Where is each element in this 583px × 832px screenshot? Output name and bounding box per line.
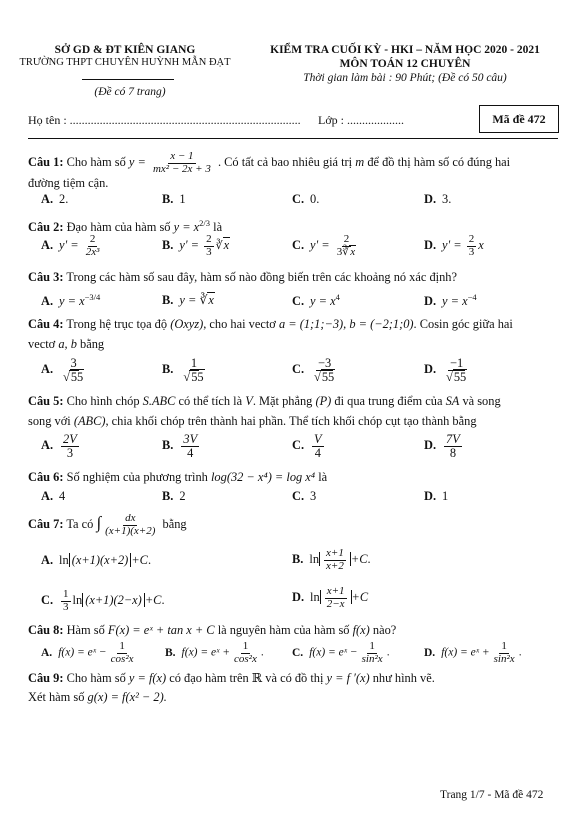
q1-option-d[interactable]: D. 3. <box>424 192 452 206</box>
q2-option-a[interactable]: A. y' = $\frac{2}{\text{2x³}}$ <box>41 233 100 258</box>
question-7: Câu 7: Ta có ∫ $\frac{dx}{(x+1)(x+2)}$ bằng <box>28 512 187 537</box>
dept-name: SỞ GD & ĐT KIÊN GIANG <box>54 44 196 56</box>
question-3: Câu 3: Trong các hàm số sau đây, hàm số nào đồng biến trên các khoảng nó xác định? <box>28 270 458 284</box>
question-8: Câu 8: Hàm số F(x) = eˣ + tan x + C là nguyên hàm của hàm số f(x) nào? <box>28 623 397 637</box>
q7-option-d[interactable]: D. ln $\frac{x+1}{2-x}$ +C <box>292 585 369 610</box>
q2-option-b[interactable]: B. y' = $\frac{2}{3}$ ∛x <box>162 233 230 258</box>
q8-option-d[interactable]: D. f(x) = eˣ + $\frac{1}{\text{sin²x}}$ . <box>424 640 522 665</box>
question-1-line2: đường tiệm cận. <box>28 176 109 190</box>
school-name: TRƯỜNG THPT CHUYÊN HUỲNH MẪN ĐẠT <box>19 57 231 68</box>
q4-option-d[interactable]: D. $\frac{-1}{√55}$ <box>424 356 467 385</box>
q4-option-a[interactable]: A. $\frac{3}{√55}$ <box>41 356 84 385</box>
q8-option-b[interactable]: B. f(x) = eˣ + $\frac{1}{\text{cos²x}}$ . <box>165 640 264 665</box>
name-field: Họ tên : ............................................................................. <box>28 113 301 127</box>
question-9: Câu 9: Cho hàm số y = f(x) có đạo hàm trên ℝ và có đồ thị y = f ′(x) như hình vẽ. <box>28 671 435 685</box>
q8-option-a[interactable]: A. f(x) = eˣ − $\frac{1}{\text{cos²x}}$ <box>41 640 134 665</box>
question-4: Câu 4: Trong hệ trục tọa độ (Oxyz), cho hai vectơ a = (1;1;−3), b = (−2;1;0). Cosin góc giữa hai <box>28 317 513 331</box>
q1-option-a[interactable]: A. 2. <box>41 192 69 206</box>
q5-option-b[interactable]: B. $\frac{3V}{4}$ <box>162 432 198 461</box>
q3-option-a[interactable]: A. $y = x^{-3/4}$ <box>41 292 101 308</box>
q1-option-b[interactable]: B. 1 <box>162 192 186 206</box>
question-6: Câu 6: Số nghiệm của phương trình log(32 − x⁴) = log x⁴ là <box>28 470 328 484</box>
exam-title: KIỂM TRA CUỐI KỲ - HKI – NĂM HỌC 2020 - 2021 <box>270 44 540 56</box>
q6-option-c[interactable]: C. 3 <box>292 489 317 503</box>
q4-option-b[interactable]: B. $\frac{1}{√55}$ <box>162 356 204 385</box>
q5-option-a[interactable]: A. $\frac{2V}{3}$ <box>41 432 77 461</box>
class-field: Lớp : ................... <box>318 113 405 127</box>
q3-option-d[interactable]: D. $y = x^{-4}$ <box>424 292 477 308</box>
page-count: (Đề có 7 trang) <box>94 86 166 98</box>
q5-option-c[interactable]: C. $\frac{V}{4}$ <box>292 432 322 461</box>
q4-option-c[interactable]: C. $\frac{-3}{√55}$ <box>292 356 335 385</box>
q3-option-c[interactable]: C. $y = x^4$ <box>292 292 340 308</box>
subject-title: MÔN TOÁN 12 CHUYÊN <box>339 58 471 70</box>
q8-option-c[interactable]: C. f(x) = eˣ − $\frac{1}{\text{sin²x}}$ . <box>292 640 390 665</box>
q7-option-b[interactable]: B. ln $\frac{x+1}{x+2}$ +C. <box>292 547 371 572</box>
q2-option-c[interactable]: C. y' = $\frac{2}{3∛x}$ <box>292 233 356 258</box>
exam-time: Thời gian làm bài : 90 Phút; (Đề có 50 câu) <box>303 72 507 84</box>
exam-code-box: Mã đề 472 <box>479 105 559 133</box>
q1-option-c[interactable]: C. 0. <box>292 192 320 206</box>
q3-option-b[interactable]: B. y = ∛x <box>162 293 214 307</box>
q7-option-a[interactable]: A. ln (x+1)(x+2) +C. <box>41 553 152 567</box>
question-9-line2: Xét hàm số g(x) = f(x² − 2). <box>28 690 167 704</box>
q7-option-c[interactable]: C. $\frac{1}{3}$ ln (x+1)(2−x) +C. <box>41 588 165 613</box>
q6-option-d[interactable]: D. 1 <box>424 489 449 503</box>
question-4-line2: vectơ a, b bằng <box>28 337 105 351</box>
q5-option-d[interactable]: D. $\frac{7V}{8}$ <box>424 432 460 461</box>
q6-option-b[interactable]: B. 2 <box>162 489 186 503</box>
q6-option-a[interactable]: A. 4 <box>41 489 66 503</box>
page-footer: Trang 1/7 - Mã đề 472 <box>440 789 544 801</box>
q2-option-d[interactable]: D. y' = $\frac{2}{3}$ x <box>424 233 484 258</box>
question-1: Câu 1: Cho hàm số y = $\frac{x - 1}{\text{mx² − 2x + 3}}$ . Có tất cả bao nhiêu giá trị m để đồ thị hàm số có đúng hai <box>28 150 511 175</box>
question-5: Câu 5: Cho hình chóp S.ABC có thể tích là V. Mặt phẳng (P) đi qua trung điểm của SA và song <box>28 394 501 408</box>
header-rule <box>82 79 174 80</box>
question-2: Câu 2: Đạo hàm của hàm số $y = x^{2/3}$ là <box>28 218 223 234</box>
question-5-line2: song với (ABC), chia khối chóp trên thành hai phần. Thể tích khối chóp cụt tạo thành bằng <box>28 414 477 428</box>
header-divider <box>28 138 558 139</box>
